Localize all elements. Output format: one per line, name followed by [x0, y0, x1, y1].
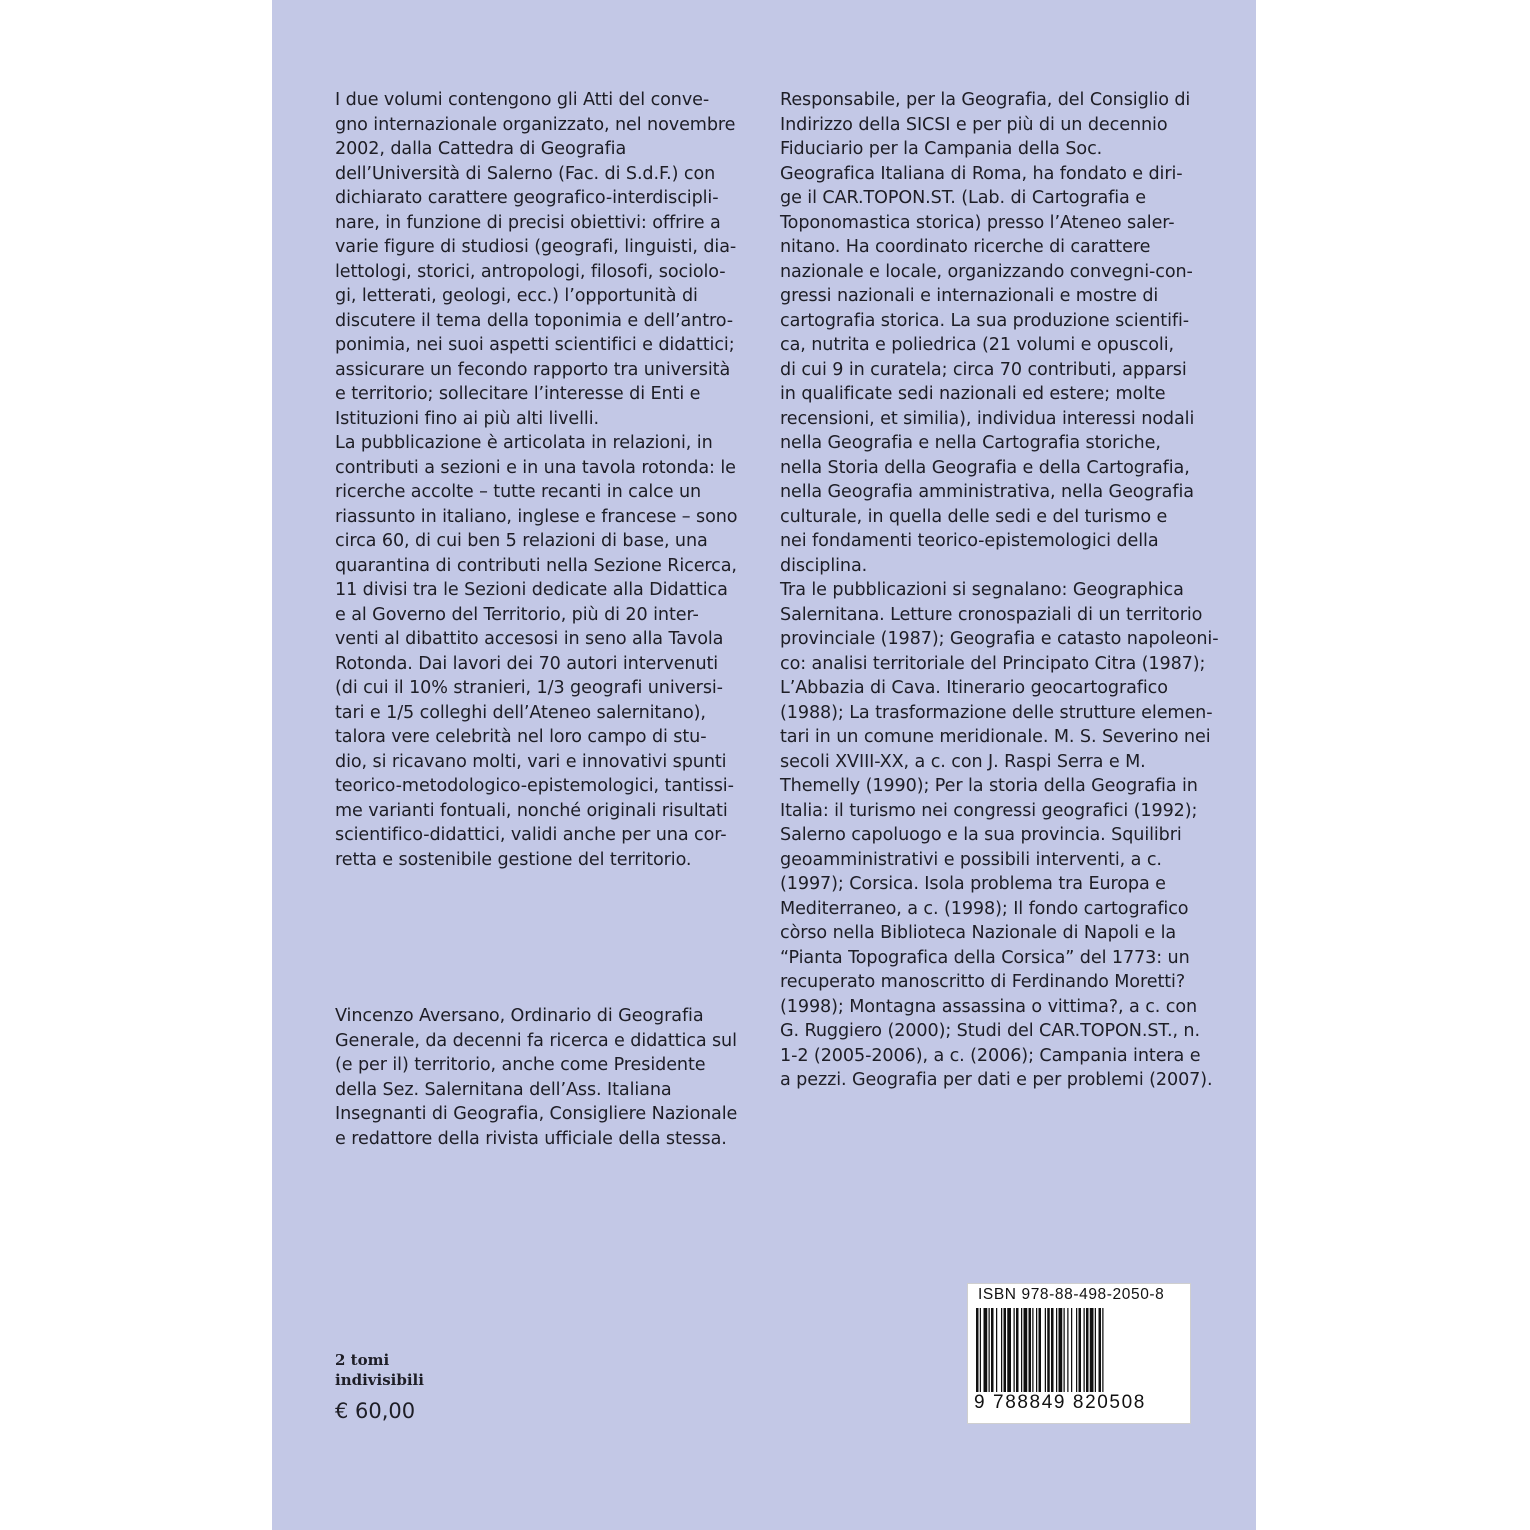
text-line: tari e 1/5 colleghi dell’Ateneo salernitano),	[335, 702, 706, 723]
text-line: Mediterraneo, a c. (1998); Il fondo cartografico	[780, 898, 1189, 919]
text-line: di cui 9 in curatela; circa 70 contributi, apparsi	[780, 359, 1187, 380]
intro-paragraph	[335, 88, 750, 872]
text-line: dichiarato carattere geografico-interdiscipli-	[335, 188, 719, 208]
indivisible-note: indivisibili	[335, 1371, 424, 1389]
text-line: scientifico-didattici, validi anche per una cor-	[335, 825, 727, 845]
text-line: gressi nazionali e internazionali e mostre di	[780, 286, 1159, 306]
text-line: “Pianta Topografica della Corsica” del 1773: un	[780, 947, 1190, 968]
text-line: (di cui il 10% stranieri, 1/3 geografi universi-	[335, 678, 723, 698]
text-line: ca, nutrita e poliedrica (21 volumi e opuscoli,	[780, 335, 1174, 355]
text-line: nazionale e locale, organizzando convegni-con-	[780, 261, 1193, 282]
isbn-label: ISBN 978-88-498-2050-8	[978, 1286, 1165, 1303]
text-line: Salerno capoluogo e la sua provincia. Squilibri	[780, 825, 1182, 845]
text-line: 11 divisi tra le Sezioni dedicate alla Didattica	[335, 580, 728, 600]
text-line: ponimia, nei suoi aspetti scientifici e didattici;	[335, 335, 735, 355]
text-line: teorico-metodologico-epistemologici, tantissi-	[335, 776, 734, 796]
text-line: ricerche accolte – tutte recanti in calce un	[335, 482, 702, 502]
text-line: e territorio; sollecitare l’interesse di Enti e	[335, 384, 701, 404]
text-line: (1997); Corsica. Isola problema tra Europa e	[780, 874, 1166, 894]
text-line: Toponomastica storica) presso l’Ateneo saler-	[780, 212, 1175, 233]
text-line: co: analisi territoriale del Principato Citra (1987);	[780, 653, 1206, 674]
text-line: tari in un comune meridionale. M. S. Severino nei	[780, 727, 1211, 747]
text-line: discutere il tema della toponimia e dell’antro-	[335, 310, 734, 331]
text-line: (1998); Montagna assassina o vittima?, a c. con	[780, 996, 1198, 1017]
text-line: Salernitana. Letture cronospaziali di un territorio	[780, 604, 1203, 625]
text-line: nei fondamenti teorico-epistemologici della	[780, 531, 1159, 551]
text-line: nella Storia della Geografia e della Cartografia,	[780, 457, 1190, 478]
text-line: nare, in funzione di precisi obiettivi: offrire a	[335, 212, 721, 233]
text-line: recensioni, et similia), individua interessi nodali	[780, 408, 1195, 429]
text-line: assicurare un fecondo rapporto tra università	[335, 359, 731, 380]
text-line: La pubblicazione è articolata in relazioni, in	[335, 433, 713, 453]
price-block	[335, 1350, 424, 1424]
text-line: (1988); La trasformazione delle strutture elemen-	[780, 702, 1213, 723]
text-line: Geografica Italiana di Roma, ha fondato e diri-	[780, 163, 1183, 184]
text-line: (e per il) territorio, anche come Presidente	[335, 1055, 706, 1075]
text-line: Tra le pubblicazioni si segnalano: Geographica	[780, 580, 1184, 600]
text-line: nella Geografia amministrativa, nella Geografia	[780, 482, 1194, 502]
text-line: 1-2 (2005-2006), a c. (2006); Campania intera e	[780, 1045, 1201, 1066]
text-line: geoamministrativi e possibili interventi, a c.	[780, 849, 1162, 870]
text-line: quarantina di contributi nella Sezione Ricerca,	[335, 555, 737, 576]
text-line: lettologi, storici, antropologi, filosofi, sociolo-	[335, 261, 726, 282]
text-line: della Sez. Salernitana dell’Ass. Italiana	[335, 1079, 672, 1100]
text-line: e al Governo del Territorio, più di 20 inter-	[335, 604, 699, 625]
text-line: Themelly (1990); Per la storia della Geografia in	[780, 776, 1198, 796]
barcode-icon	[976, 1308, 1182, 1392]
text-line: Italia: il turismo nei congressi geografici (1992);	[780, 800, 1198, 821]
isbn-barcode-box	[967, 1283, 1191, 1424]
text-line: nella Geografia e nella Cartografia storiche,	[780, 433, 1161, 453]
text-line: Vincenzo Aversano, Ordinario di Geografia	[335, 1006, 704, 1026]
text-line: Istituzioni fino ai più alti livelli.	[335, 408, 599, 429]
barcode-digits: 9 788849 820508	[974, 1392, 1146, 1413]
text-line: Rotonda. Dai lavori dei 70 autori intervenuti	[335, 653, 719, 674]
text-line: cartografia storica. La sua produzione scientifi-	[780, 310, 1190, 331]
text-line: gi, letterati, geologi, ecc.) l’opportunità di	[335, 286, 698, 306]
text-line: contributi a sezioni e in una tavola rotonda: le	[335, 457, 736, 478]
text-line: in qualificate sedi nazionali ed estere; molte	[780, 384, 1166, 404]
text-line: Responsabile, per la Geografia, del Consiglio di	[780, 90, 1191, 110]
author-bio-continued	[780, 88, 1219, 1093]
text-line: retta e sostenibile gestione del territorio.	[335, 849, 692, 870]
text-line: provinciale (1987); Geografia e catasto napoleoni-	[780, 629, 1219, 649]
author-bio-paragraph	[335, 1004, 750, 1151]
text-line: me varianti fontuali, nonché originali risultati	[335, 800, 728, 821]
text-line: circa 60, di cui ben 5 relazioni di base, una	[335, 531, 708, 551]
text-line: culturale, in quella delle sedi e del turismo e	[780, 506, 1168, 527]
text-line: varie figure di studiosi (geografi, linguisti, dia-	[335, 237, 737, 257]
text-line: ge il CAR.TOPON.ST. (Lab. di Cartografia e	[780, 188, 1146, 208]
text-line: dell’Università di Salerno (Fac. di S.d.F.) con	[335, 163, 716, 184]
text-line: e redattore della rivista ufficiale della stessa.	[335, 1128, 727, 1149]
text-line: talora vere celebrità nel loro campo di stu-	[335, 727, 707, 747]
text-line: venti al dibattito accesosi in seno alla Tavola	[335, 629, 724, 649]
text-line: còrso nella Biblioteca Nazionale di Napoli e la	[780, 923, 1177, 943]
text-line: secoli XVIII-XX, a c. con J. Raspi Serra e M.	[780, 751, 1146, 772]
text-line: Indirizzo della SICSI e per più di un decennio	[780, 114, 1168, 135]
text-line: Fiduciario per la Campania della Soc.	[780, 139, 1103, 159]
text-line: nitano. Ha coordinato ricerche di carattere	[780, 237, 1151, 257]
volumes-note: 2 tomi	[335, 1351, 390, 1369]
text-line: dio, si ricavano molti, vari e innovativi spunti	[335, 751, 727, 772]
text-line: riassunto in italiano, inglese e francese – sono	[335, 506, 738, 527]
text-line: disciplina.	[780, 555, 868, 576]
text-line: Insegnanti di Geografia, Consigliere Nazionale	[335, 1104, 738, 1124]
price-label: € 60,00	[335, 1399, 416, 1423]
text-line: Generale, da decenni fa ricerca e didattica sul	[335, 1030, 737, 1051]
text-line: I due volumi contengono gli Atti del conve-	[335, 90, 710, 110]
text-line: recuperato manoscritto di Ferdinando Moretti?	[780, 972, 1186, 992]
text-line: a pezzi. Geografia per dati e per problemi (2007).	[780, 1070, 1213, 1090]
text-line: 2002, dalla Cattedra di Geografia	[335, 139, 627, 159]
text-line: gno internazionale organizzato, nel novembre	[335, 114, 736, 135]
text-line: L’Abbazia di Cava. Itinerario geocartografico	[780, 678, 1168, 698]
text-line: G. Ruggiero (2000); Studi del CAR.TOPON.ST., n.	[780, 1021, 1200, 1041]
